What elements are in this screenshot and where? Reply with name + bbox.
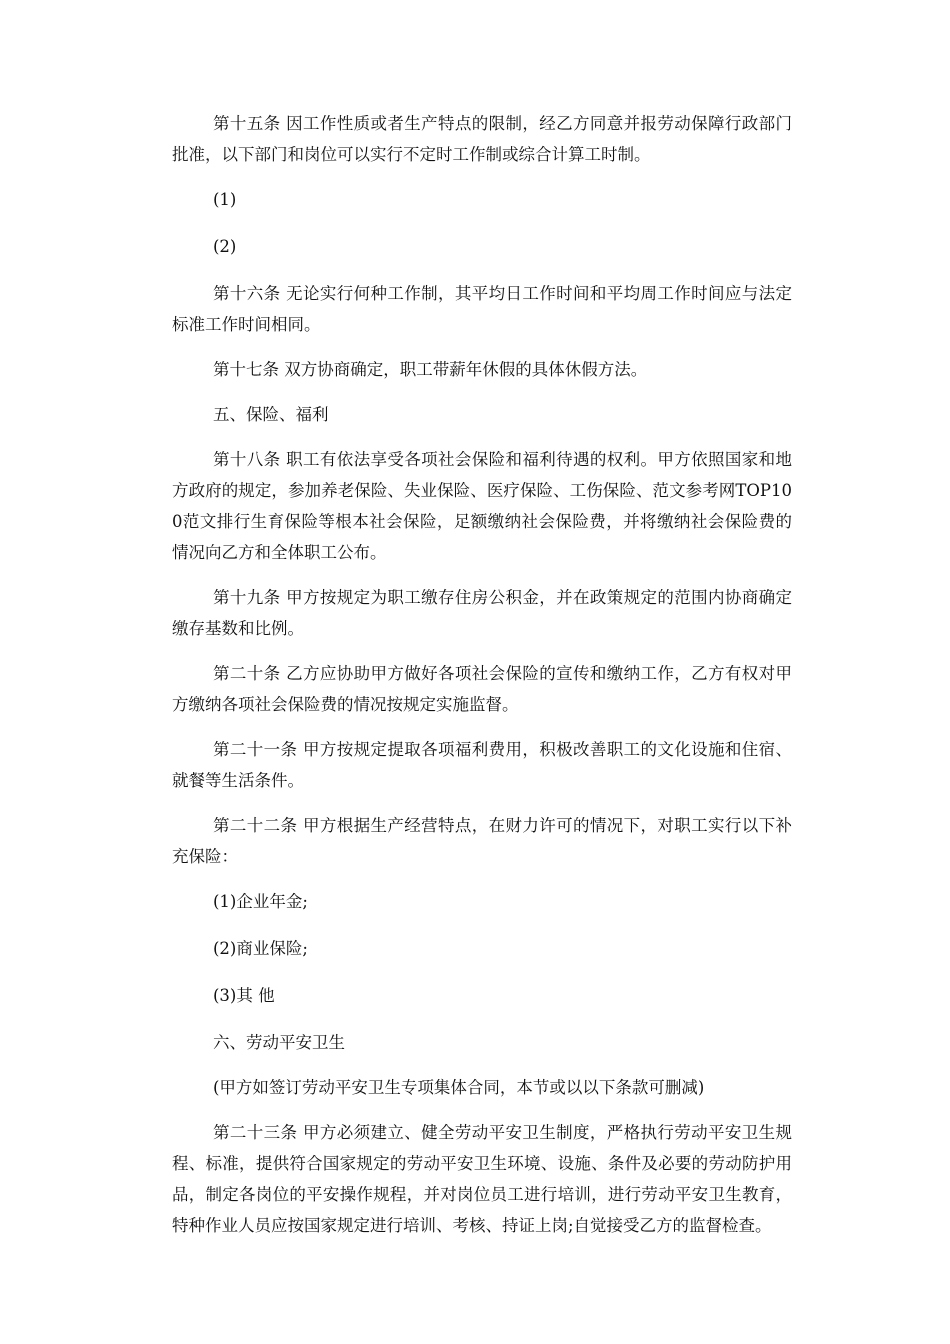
section-heading-insurance-welfare: 五、保险、福利 (213, 405, 329, 424)
article-21: 第二十一条 甲方按规定提取各项福利费用，积极改善职工的文化设施和住宿、就餐等生活条件。 (172, 740, 792, 790)
article-16: 第十六条 无论实行何种工作制，其平均日工作时间和平均周工作时间应与法定标准工作时间相同。 (172, 284, 792, 334)
article-15: 第十五条 因工作性质或者生产特点的限制，经乙方同意并报劳动保障行政部门批准，以下部门和岗位可以实行不定时工作制或综合计算工时制。 (172, 114, 792, 164)
article-19: 第十九条 甲方按规定为职工缴存住房公积金，并在政策规定的范围内协商确定缴存基数和比例。 (172, 588, 792, 638)
list-item-1: (1) (213, 190, 237, 209)
article-23: 第二十三条 甲方必须建立、健全劳动平安卫生制度，严格执行劳动平安卫生规程、标准，提供符合国家规定的劳动平安卫生环境、设施、条件及必要的劳动防护用品，制定各岗位的平安操作规程，并对岗位员工进行培训，进行劳动平安卫生教育，特种作业人员应按国家规定进行培训、考核、持证上岗;自觉接受乙方的监督检查。 (172, 1123, 792, 1235)
section-heading-labor-safety: 六、劳动平安卫生 (213, 1033, 345, 1052)
list-item-2: (2) (213, 237, 237, 256)
document-body (172, 108, 792, 1255)
section-note: (甲方如签订劳动平安卫生专项集体合同，本节或以以下条款可删减) (213, 1078, 705, 1097)
article-20: 第二十条 乙方应协助甲方做好各项社会保险的宣传和缴纳工作，乙方有权对甲方缴纳各项社会保险费的情况按规定实施监督。 (172, 664, 792, 714)
list-item-commercial-insurance: (2)商业保险; (213, 939, 308, 958)
article-22: 第二十二条 甲方根据生产经营特点，在财力许可的情况下，对职工实行以下补充保险： (172, 816, 792, 866)
list-item-enterprise-annuity: (1)企业年金; (213, 892, 308, 911)
article-17: 第十七条 双方协商确定，职工带薪年休假的具体休假方法。 (213, 360, 648, 379)
article-18: 第十八条 职工有依法享受各项社会保险和福利待遇的权利。甲方依照国家和地方政府的规定，参加养老保险、失业保险、医疗保险、工伤保险、范文参考网TOP100范文排行生育保险等根本社会保险，足额缴纳社会保险费，并将缴纳社会保险费的情况向乙方和全体职工公布。 (172, 450, 792, 562)
list-item-other: (3)其 他 (213, 986, 275, 1005)
